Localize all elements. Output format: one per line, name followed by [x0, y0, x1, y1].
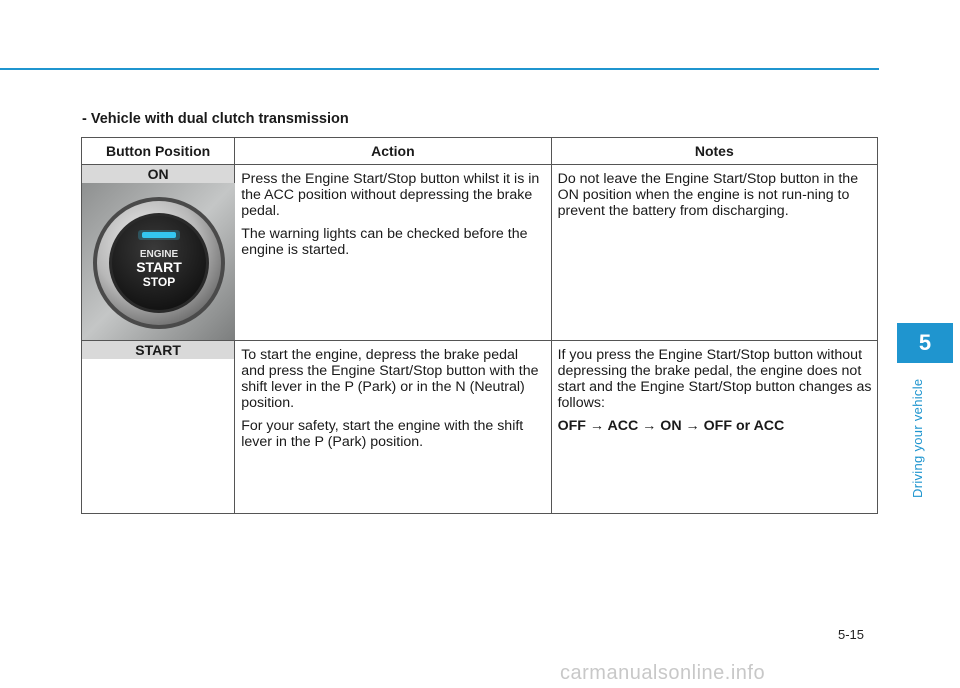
action-text: For your safety, start the engine with the shift lever in the P (Park) position. — [241, 418, 524, 450]
button-line-stop: STOP — [142, 275, 176, 289]
position-label: START — [82, 341, 234, 359]
action-text: To start the engine, depress the brake pedal and press the Engine Start/Stop button with the shift lever in the P (Park) or in the N (Neutral) position. — [241, 347, 539, 411]
section-title: - Vehicle with dual clutch transmission — [82, 111, 349, 127]
notes-text: If you press the Engine Start/Stop button without depressing the brake pedal, the engine does not start and the Engine Start/Stop button changes as follows: — [557, 347, 872, 411]
position-cell-on — [82, 165, 235, 341]
engine-start-stop-button-icon — [82, 183, 235, 340]
notes-cell-on — [551, 165, 877, 341]
table-row — [82, 165, 878, 341]
button-sequence: OFF → ACC → ON → OFF or ACC — [557, 418, 785, 434]
header-button-position: Button Position — [82, 138, 235, 165]
page-number: 5-15 — [838, 627, 865, 642]
action-text: The warning lights can be checked before the engine is started. — [241, 226, 528, 258]
table-header-row — [82, 138, 878, 165]
notes-text: Do not leave the Engine Start/Stop button in the ON position when the engine is not run-ning to prevent the battery from discharging. — [557, 171, 859, 219]
action-cell-start — [235, 341, 551, 514]
watermark: carmanualsonline.info — [560, 662, 766, 684]
header-action: Action — [235, 138, 551, 165]
button-line-start: START — [136, 259, 182, 275]
button-position-table — [81, 137, 878, 514]
position-cell-start — [82, 341, 235, 514]
notes-cell-start — [551, 341, 877, 514]
header-notes: Notes — [551, 138, 877, 165]
action-text: Press the Engine Start/Stop button whilst it is in the ACC position without depressing the brake pedal. — [241, 171, 540, 219]
button-line-engine: ENGINE — [139, 249, 179, 260]
header-rule — [0, 68, 879, 70]
chapter-label: Driving your vehicle — [910, 378, 925, 498]
table-row — [82, 341, 878, 514]
position-label: ON — [82, 165, 234, 183]
chapter-tab: 5 — [897, 323, 953, 363]
action-cell-on — [235, 165, 551, 341]
